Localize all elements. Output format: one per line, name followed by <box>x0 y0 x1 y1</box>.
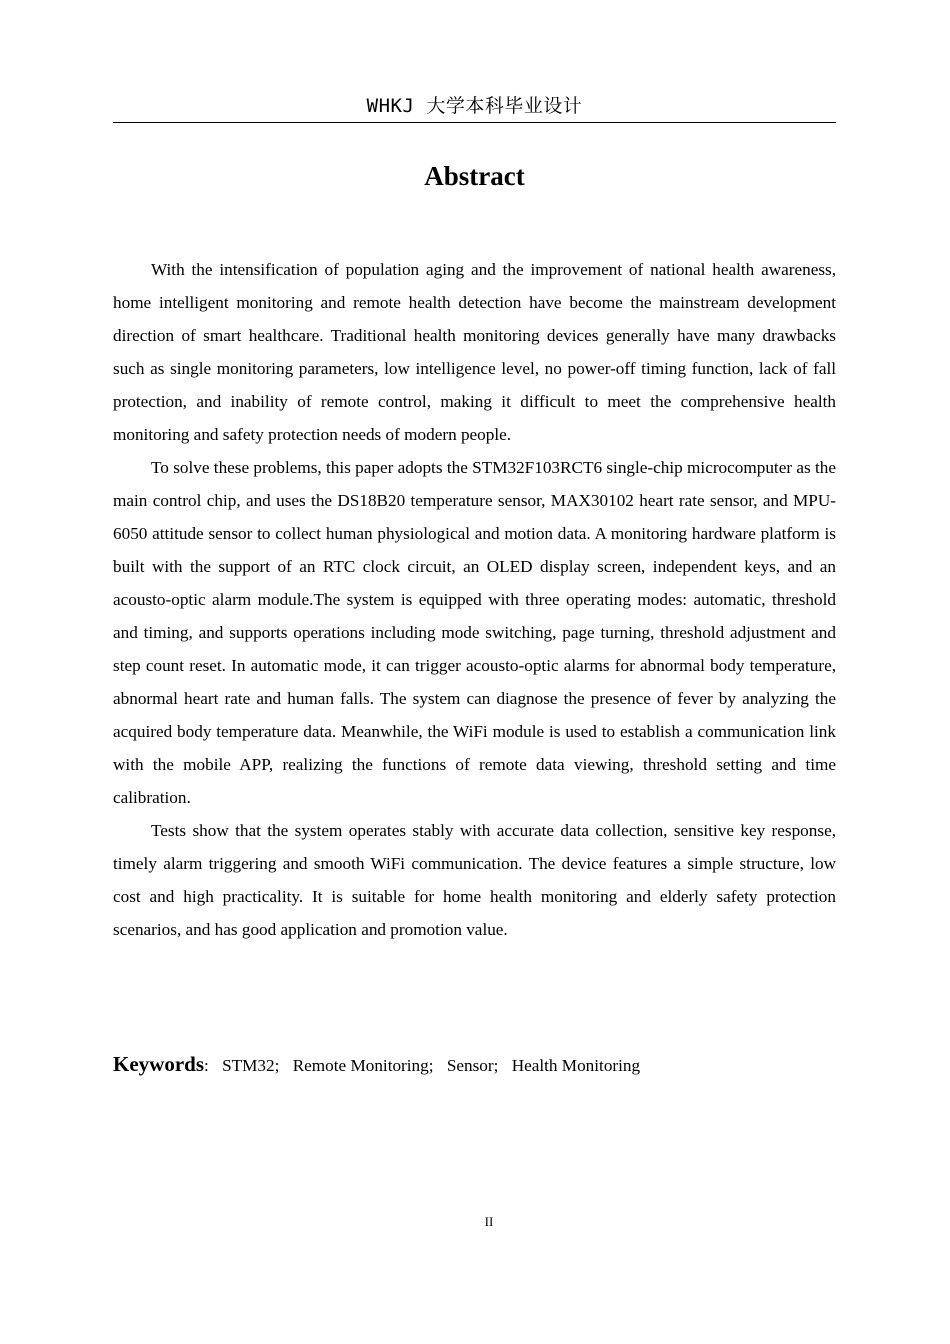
abstract-title: Abstract <box>424 161 525 191</box>
keywords-separator: : <box>204 1056 209 1075</box>
page-header <box>113 92 836 123</box>
abstract-body <box>113 253 836 946</box>
abstract-paragraph-2: To solve these problems, this paper adopts the STM32F103RCT6 single-chip microcomputer as the main control chip, and uses the DS18B20 temperature sensor, MAX30102 heart rate sensor, and MPU-6050 attitude sensor to collect human physiological and motion data. A monitoring hardware platform is built with the support of an RTC clock circuit, an OLED display screen, independent keys, and an acousto-optic alarm module.The system is equipped with three operating modes: automatic, threshold and timing, and supports operations including mode switching, page turning, threshold adjustment and step count reset. In automatic mode, it can trigger acousto-optic alarms for abnormal body temperature, abnormal heart rate and human falls. The system can diagnose the presence of fever by analyzing the acquired body temperature data. Meanwhile, the WiFi module is used to establish a communication link with the mobile APP, realizing the functions of remote data viewing, threshold setting and time calibration. <box>113 458 836 807</box>
keywords-line <box>113 1048 836 1082</box>
abstract-paragraph-1: With the intensification of population aging and the improvement of national health awareness, home intelligent monitoring and remote health detection have become the mainstream development direction of smart healthcare. Traditional health monitoring devices generally have many drawbacks such as single monitoring parameters, low intelligence level, no power-off timing function, lack of fall protection, and inability of remote control, making it difficult to meet the comprehensive health monitoring and safety protection needs of modern people. <box>113 260 836 444</box>
keyword-item: Health Monitoring <box>511 1056 641 1075</box>
abstract-paragraph-3: Tests show that the system operates stably with accurate data collection, sensitive key response, timely alarm triggering and smooth WiFi communication. The device features a simple structure, low cost and high practicality. It is suitable for home health monitoring and elderly safety protection scenarios, and has good application and promotion value. <box>113 821 836 939</box>
keyword-item: Sensor; <box>446 1056 499 1075</box>
header-text: WHKJ 大学本科毕业设计 <box>366 95 583 117</box>
page-number: II <box>484 1214 494 1229</box>
keyword-item: STM32; <box>222 1056 280 1075</box>
keywords-label: Keywords <box>113 1052 204 1076</box>
keyword-item: Remote Monitoring; <box>292 1056 434 1075</box>
